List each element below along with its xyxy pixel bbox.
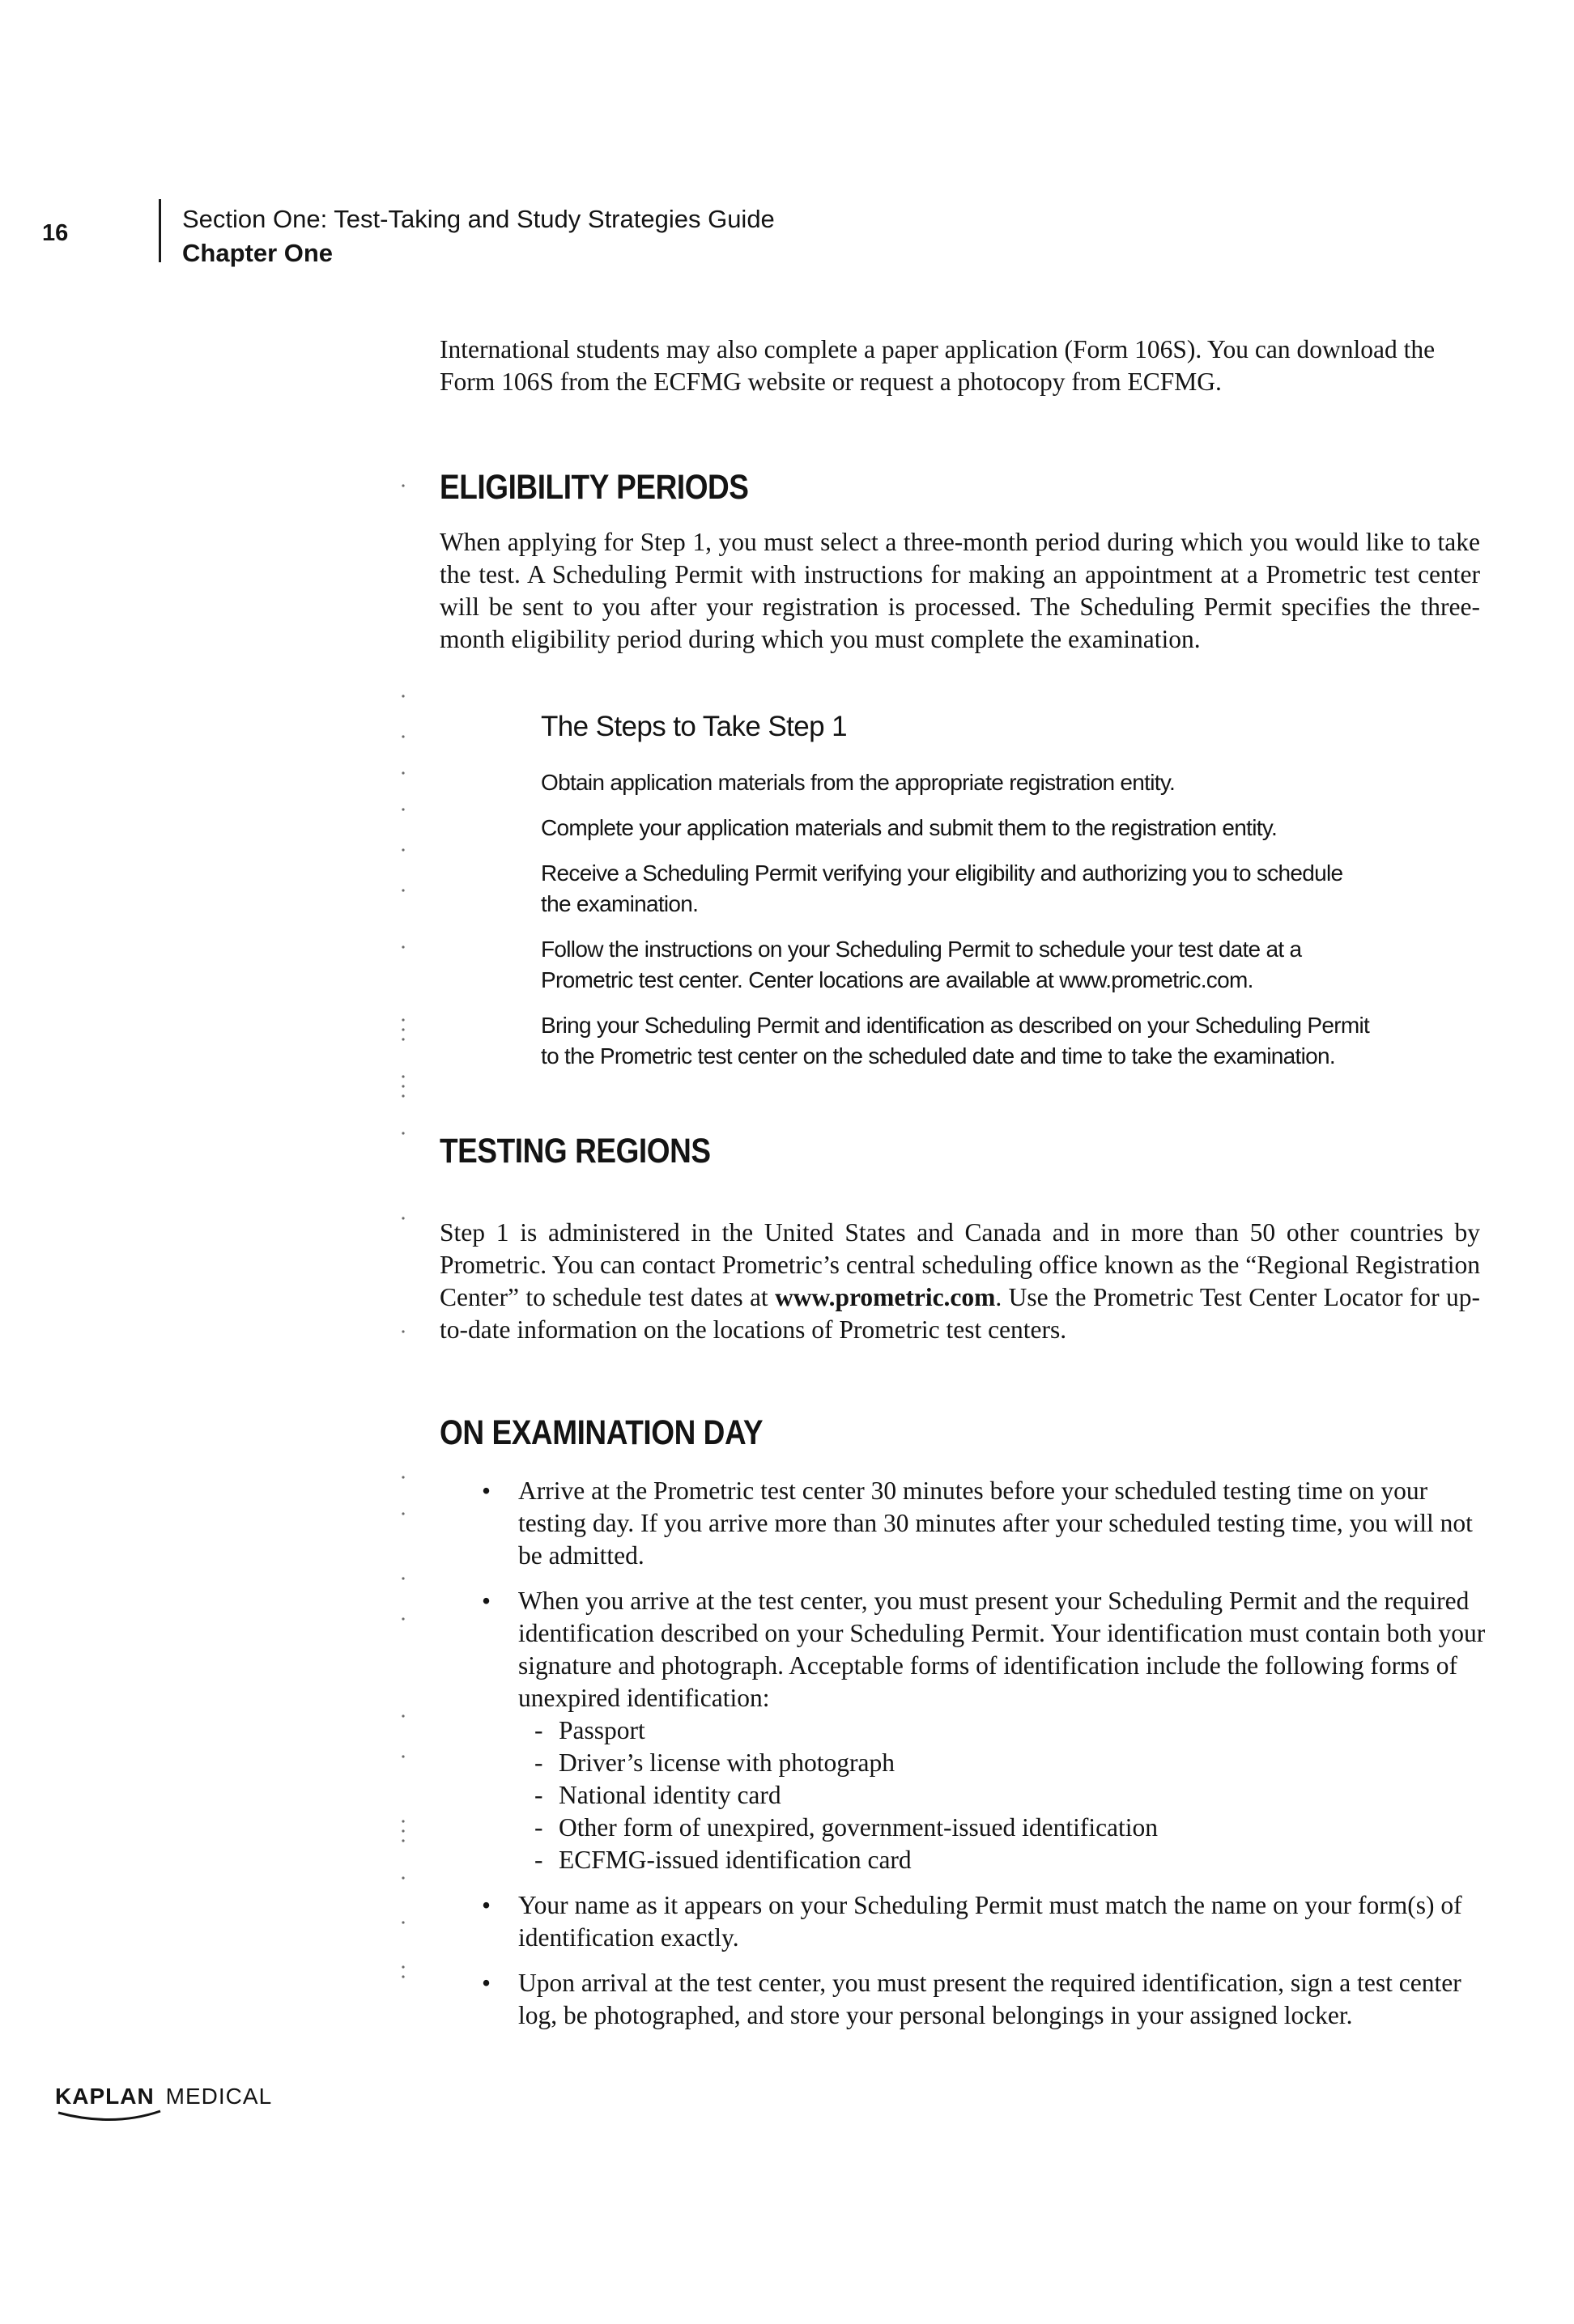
exam-day-item [482,1475,1486,1572]
step-item: Complete your application materials and submit them to the registration entity. [541,815,1278,840]
step-item: Bring your Scheduling Permit and identification as described on your Scheduling Permit to the Prometric test center on the scheduled date and time to take the examination. [541,1013,1370,1069]
bullet-icon: • [482,1891,491,1919]
exam-day-item [482,1889,1486,1954]
running-header [182,202,775,270]
eligibility-paragraph: When applying for Step 1, you must select a three-month period during which you would like to take the test. A Scheduling Permit with instructions for making an appointment at a Prometric test center will be sent to you after your registration is processed. The Scheduling Permit specifies the three-month eligibility period during which you must complete the examination. [440,528,1480,653]
section-title: Section One: Test-Taking and Study Strategies Guide [182,205,775,233]
id-form-text: Driver’s license with photograph [559,1748,895,1777]
eligibility-heading: ELIGIBILITY PERIODS [440,468,749,507]
testing-regions-text-end: . Use the Prometric Test Center Locator for up-to-date information on the locations of Prometric test centers. [440,1283,1480,1344]
bullet-icon: • [482,1476,491,1505]
exam-day-list [482,1475,1486,2045]
id-form-text: ECFMG-issued identification card [559,1846,912,1874]
id-form-item [534,1714,1486,1747]
dash-icon: - [534,1813,543,1842]
steps-list [541,767,1391,1072]
id-form-text: Other form of unexpired, government-issued identification [559,1813,1159,1842]
scan-dots-graphic [395,453,411,2072]
steps-sidebar [541,711,1391,1086]
exam-day-item-text: When you arrive at the test center, you must present your Scheduling Permit and the required identification described on your Scheduling Permit. Your identification must contain both your signature and photograph. Acceptable forms of identification include the following forms of unexpired identification: [518,1587,1486,1712]
bullet-icon: • [482,1969,491,1997]
step-item: Receive a Scheduling Permit verifying your eligibility and authorizing you to schedule the examination. [541,860,1343,916]
id-form-item [534,1812,1486,1844]
id-form-item [534,1747,1486,1779]
prometric-link[interactable]: www.prometric.com [775,1283,996,1311]
exam-day-item-text: Upon arrival at the test center, you must present the required identification, sign a test center log, be photographed, and store your personal belongings in your assigned locker. [518,1969,1461,2029]
id-form-text: Passport [559,1716,645,1744]
testing-regions-heading: TESTING REGIONS [440,1132,711,1170]
logo-swoosh-icon [57,2109,164,2127]
kaplan-medical-logo [55,2084,272,2109]
logo-medical-text: MEDICAL [165,2084,273,2109]
step-item: Obtain application materials from the appropriate registration entity. [541,770,1176,795]
testing-regions-text: Step 1 is administered in the United States and Canada and in more than 50 other countries by Prometric. You can contact Prometric’s central scheduling office known as the “Regional Registration Center” to schedule test dates at [440,1218,1480,1311]
scan-artifact-marks [395,453,411,2076]
chapter-title: Chapter One [182,239,334,267]
testing-regions-paragraph [440,1217,1480,1346]
page-number: 16 [42,220,69,246]
exam-day-item-text: Your name as it appears on your Scheduling Permit must match the name on your form(s) of identification exactly. [518,1891,1462,1952]
logo-kaplan-text: KAPLAN [55,2084,155,2109]
dash-icon: - [534,1781,543,1809]
id-forms-list [518,1714,1486,1876]
exam-day-item [482,1585,1486,1876]
steps-title: The Steps to Take Step 1 [541,711,847,742]
id-form-item [534,1779,1486,1812]
id-form-text: National identity card [559,1781,781,1809]
id-form-item [534,1844,1486,1876]
dash-icon: - [534,1846,543,1874]
exam-day-item-text: Arrive at the Prometric test center 30 minutes before your scheduled testing time on your testing day. If you arrive more than 30 minutes after your scheduled testing time, you will not be admitted. [518,1476,1473,1570]
intro-paragraph: International students may also complete a paper application (Form 106S). You can download the Form 106S from the ECFMG website or request a photocopy from ECFMG. [440,335,1436,396]
exam-day-item [482,1967,1486,2032]
exam-day-heading: ON EXAMINATION DAY [440,1413,764,1452]
step-item: Follow the instructions on your Scheduling Permit to schedule your test date at a Prometric test center. Center locations are available at www.prometric.com. [541,937,1302,992]
header-divider [159,199,161,262]
dash-icon: - [534,1716,543,1744]
dash-icon: - [534,1748,543,1777]
bullet-icon: • [482,1587,491,1615]
